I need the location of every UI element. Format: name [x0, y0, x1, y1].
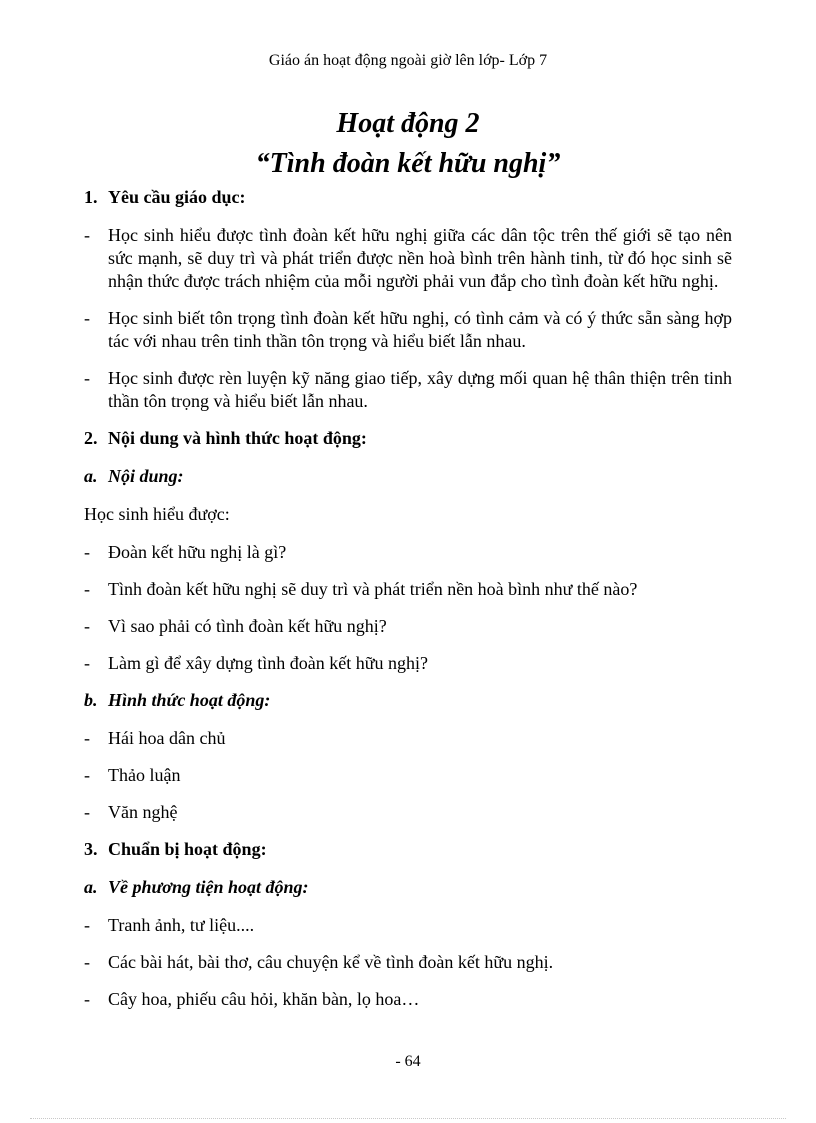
list-item-text: Vì sao phải có tình đoàn kết hữu nghị? [108, 616, 387, 636]
bullet-marker: - [84, 915, 90, 935]
list-item-text: Đoàn kết hữu nghị là gì? [108, 542, 287, 562]
page-bottom-divider [30, 1118, 786, 1119]
bullet-marker: - [84, 542, 90, 562]
bullet-marker: - [84, 989, 90, 1009]
bullet-marker: - [84, 579, 90, 599]
list-item [84, 727, 732, 750]
list-item [84, 224, 732, 293]
list-item [84, 801, 732, 824]
section-title: Chuẩn bị hoạt động: [108, 839, 267, 859]
list-item [84, 652, 732, 675]
subsection-heading [84, 876, 732, 899]
subsection-letter: b. [84, 690, 98, 710]
bullet-marker: - [84, 368, 90, 388]
list-item-text: Thảo luận [108, 765, 181, 785]
list-item [84, 615, 732, 638]
list-item [84, 367, 732, 413]
subsection-title: Về phương tiện hoạt động: [108, 877, 309, 897]
list-item-text: Văn nghệ [108, 802, 178, 822]
list-item-text: Tranh ảnh, tư liệu.... [108, 915, 255, 935]
section-heading [84, 838, 732, 861]
list-item-text: Làm gì để xây dựng tình đoàn kết hữu nghị? [108, 653, 428, 673]
page-title: Hoạt động 2 [336, 108, 480, 139]
list-item-text: Các bài hát, bài thơ, câu chuyện kể về tình đoàn kết hữu nghị. [108, 952, 554, 972]
subsection-letter: a. [84, 466, 98, 486]
list-item [84, 988, 732, 1011]
list-item-text: Học sinh được rèn luyện kỹ năng giao tiếp, xây dựng mối quan hệ thân thiện trên tinh thần tôn trọng và hiểu biết lẫn nhau. [108, 368, 732, 411]
intro-paragraph: Học sinh hiểu được: [84, 504, 230, 524]
bullet-marker: - [84, 802, 90, 822]
running-header: Giáo án hoạt động ngoài giờ lên lớp- Lớp 7 [268, 52, 548, 69]
bullet-marker: - [84, 952, 90, 972]
list-item-text: Tình đoàn kết hữu nghị sẽ duy trì và phát triển nền hoà bình như thế nào? [108, 579, 638, 599]
list-item [84, 764, 732, 787]
section-heading [84, 427, 732, 450]
page-number: - 64 [395, 1053, 421, 1070]
list-item [84, 541, 732, 564]
bullet-marker: - [84, 616, 90, 636]
list-item [84, 307, 732, 353]
list-item [84, 914, 732, 937]
subsection-heading [84, 689, 732, 712]
list-item-text: Học sinh hiểu được tình đoàn kết hữu nghị giữa các dân tộc trên thế giới sẽ tạo nên sức mạnh, sẽ duy trì và phát triển được nền hoà bình trên hành tinh, từ đó học sinh sẽ nhận thức được trách nhiệm của mỗi người phải vun đắp cho tình đoàn kết hữu nghị. [108, 225, 732, 291]
subsection-title: Nội dung: [108, 466, 184, 486]
section-number: 1. [84, 187, 98, 207]
list-item-text: Học sinh biết tôn trọng tình đoàn kết hữu nghị, có tình cảm và có ý thức sẵn sàng hợp tác với nhau trên tinh thần tôn trọng và hiểu biết lẫn nhau. [108, 308, 732, 351]
bullet-marker: - [84, 765, 90, 785]
section-heading [84, 186, 732, 209]
list-item [84, 951, 732, 974]
subsection-heading [84, 465, 732, 488]
list-item-text: Cây hoa, phiếu câu hỏi, khăn bàn, lọ hoa… [108, 989, 420, 1009]
subsection-title: Hình thức hoạt động: [108, 690, 271, 710]
section-title: Yêu cầu giáo dục: [108, 187, 246, 207]
section-title: Nội dung và hình thức hoạt động: [108, 428, 367, 448]
list-item-text: Hái hoa dân chủ [108, 728, 226, 748]
bullet-marker: - [84, 653, 90, 673]
list-item [84, 578, 732, 601]
section-number: 3. [84, 839, 98, 859]
bullet-marker: - [84, 308, 90, 328]
section-number: 2. [84, 428, 98, 448]
bullet-marker: - [84, 728, 90, 748]
page-subtitle: “Tình đoàn kết hữu nghị” [255, 148, 561, 179]
subsection-letter: a. [84, 877, 98, 897]
document-body [84, 186, 732, 1025]
bullet-marker: - [84, 225, 90, 245]
